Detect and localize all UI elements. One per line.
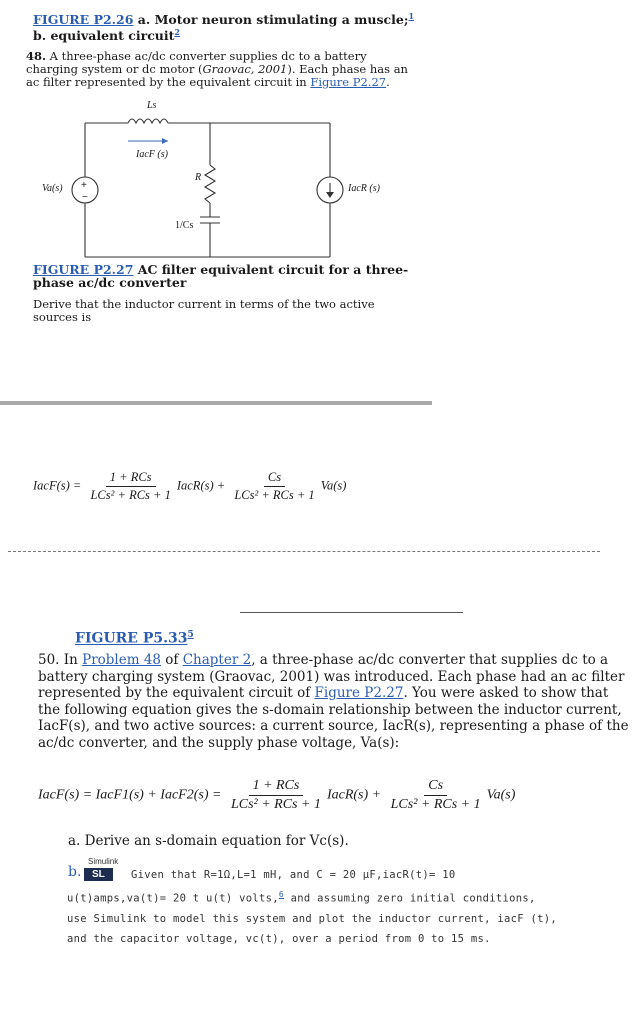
- figure-p2-27-link-2[interactable]: Figure P2.27: [314, 685, 404, 701]
- footnote-2-link[interactable]: 2: [174, 27, 180, 38]
- part-b-line-2b: and assuming zero initial conditions,: [284, 892, 536, 905]
- eq1-fraction-1: [86, 470, 174, 503]
- label-1-over-cs: 1/Cs: [175, 220, 194, 231]
- problem-50-t1: In: [59, 652, 83, 668]
- source-plus-sign: +: [81, 180, 87, 191]
- simulink-label: Simulink: [88, 857, 119, 866]
- derive-line-2: sources is: [33, 310, 92, 324]
- part-b-text: [67, 865, 627, 949]
- label-r: R: [195, 172, 202, 183]
- caption-line2: b. equivalent circuit: [33, 28, 175, 44]
- problem-48-text-3: ). Each phase has an: [287, 62, 408, 76]
- eq2-den-2: LCs² + RCs + 1: [390, 797, 481, 812]
- eq1-mid: IacR(s) +: [176, 478, 226, 493]
- problem-48-text: A three-phase ac/dc converter supplies dc to a battery: [46, 49, 367, 63]
- problem-50-line-6: ac/dc converter, and the supply phase voltage, Va(s):: [38, 734, 400, 751]
- label-iacf: IacF (s): [136, 149, 168, 160]
- thin-rule: [240, 612, 463, 613]
- problem-48-text-4: ac filter represented by the equivalent circuit in: [26, 75, 311, 89]
- problem-50-line-3: represented by the equivalent circuit of: [38, 685, 315, 701]
- label-va: Va(s): [42, 183, 63, 194]
- fig-p2-27-caption-link[interactable]: FIGURE P2.27: [33, 262, 134, 277]
- label-ls: Ls: [147, 100, 157, 111]
- part-b-label: b.: [68, 864, 82, 880]
- problem-50-line-2: battery charging system (Graovac, 2001) was introduced. Each phase had an ac filter: [38, 668, 625, 685]
- problem-48-period: .: [386, 75, 390, 89]
- fig-p2-27-title-2: phase ac/dc converter: [33, 275, 187, 290]
- fig-p2-26-link[interactable]: FIGURE P2.26: [33, 12, 134, 28]
- eq2-lhs: IacF(s) = IacF1(s) + IacF2(s) =: [38, 787, 222, 803]
- figure-p2-27-link[interactable]: Figure P2.27: [310, 75, 387, 89]
- problem-50-line-4: the following equation gives the s-domain relationship between the inductor current,: [38, 701, 622, 718]
- eq1-den-1: LCs² + RCs + 1: [90, 488, 171, 502]
- eq2-den-1: LCs² + RCs + 1: [230, 797, 321, 812]
- simulink-badge: SL: [84, 868, 113, 881]
- part-a: a. Derive an s-domain equation for Vc(s).: [68, 833, 349, 849]
- eq1-lhs: IacF(s) =: [33, 478, 82, 493]
- resistor-r: [205, 165, 215, 203]
- eq2-num-1: 1 + RCs: [249, 778, 304, 796]
- fig-p2-26-caption: [33, 10, 433, 42]
- problem-50-t2: of: [161, 652, 183, 668]
- eq1-den-2: LCs² + RCs + 1: [234, 488, 315, 502]
- eq1-fraction-2: [230, 470, 318, 503]
- fig-p2-27-caption: [33, 263, 413, 289]
- dashed-separator: [8, 551, 600, 552]
- problem-48-number: 48.: [26, 49, 47, 63]
- problem-48-citation: Graovac, 2001: [202, 62, 288, 76]
- eq2-mid: IacR(s) +: [326, 787, 382, 803]
- footnote-1-link[interactable]: 1: [408, 11, 415, 21]
- fig-p2-27-title: AC filter equivalent circuit for a three-: [133, 262, 409, 277]
- eq1-num-2: Cs: [264, 470, 285, 487]
- problem-50-number: 50.: [38, 652, 60, 668]
- equation-iacf-expanded: [38, 778, 515, 813]
- eq1-rhs: Va(s): [320, 478, 347, 493]
- problem-50: [38, 652, 629, 751]
- derive-instruction: [33, 298, 413, 324]
- caption-text: a. Motor neuron stimulating a muscle;: [133, 12, 409, 28]
- source-minus-sign: −: [82, 192, 88, 203]
- footnote-6-link[interactable]: 6: [278, 890, 285, 899]
- problem-48-link[interactable]: Problem 48: [82, 652, 161, 668]
- equation-iacf: [33, 470, 346, 503]
- problem-50-line-3b: . You were asked to show that: [403, 685, 609, 701]
- inductor-ls: [128, 119, 168, 123]
- fig-p5-33-link[interactable]: FIGURE P5.33: [75, 630, 188, 647]
- section-divider: [0, 401, 432, 405]
- part-b-line-4: and the capacitor voltage, vc(t), over a period from 0 to 15 ms.: [67, 932, 491, 945]
- problem-48: [26, 50, 426, 89]
- eq2-fraction-1: [227, 778, 325, 813]
- part-b-line-2: u(t)amps,va(t)= 20 t u(t) volts,: [67, 892, 279, 905]
- eq1-num-1: 1 + RCs: [106, 470, 156, 487]
- part-b-line-3: use Simulink to model this system and plot the inductor current, iacF (t),: [67, 912, 557, 925]
- problem-48-text-2: charging system or dc motor (: [26, 62, 203, 76]
- footnote-5-link[interactable]: 5: [187, 630, 194, 640]
- chapter-2-link[interactable]: Chapter 2: [182, 652, 252, 668]
- fig-p5-33-heading: [75, 630, 194, 647]
- derive-line-1: Derive that the inductor current in terms of the two active: [33, 297, 375, 311]
- part-b-line-1: Given that R=1Ω,L=1 mH, and C = 20 μF,iacR(t)= 10: [131, 869, 456, 881]
- eq2-num-2: Cs: [424, 778, 447, 796]
- eq2-fraction-2: [387, 778, 485, 813]
- problem-50-line-5: IacF(s), and two active sources: a current source, IacR(s), representing a phase of the: [38, 718, 629, 734]
- eq2-rhs: Va(s): [486, 787, 516, 803]
- problem-50-t3: , a three-phase ac/dc converter that supplies dc to a: [251, 652, 609, 668]
- label-iacr: IacR (s): [348, 183, 380, 194]
